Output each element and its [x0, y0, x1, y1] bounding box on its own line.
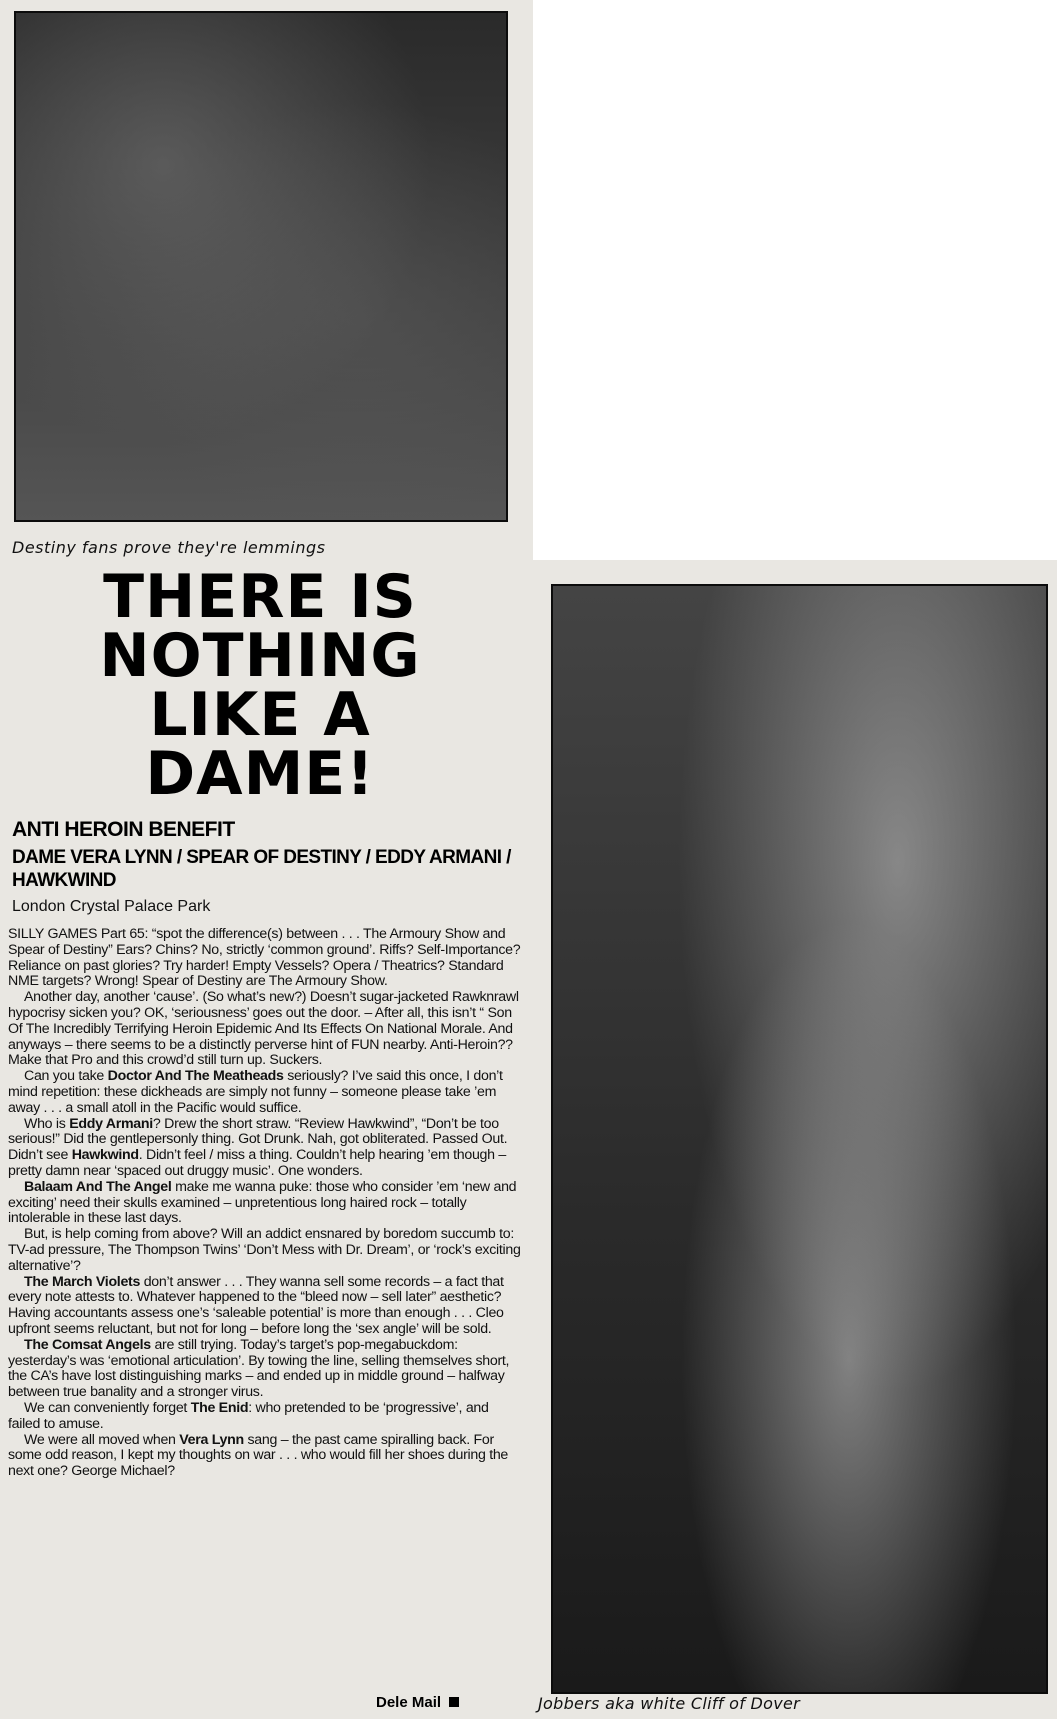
p9-rest: : who pretended to be ‘progressive’, and failed to amuse.: [8, 1399, 489, 1432]
p4-rest: . Didn’t feel / miss a thing. Couldn’t help hearing ’em though – pretty damn near ‘spaced out druggy music’. One wonders.: [8, 1147, 506, 1179]
byline: [376, 1694, 459, 1711]
crowd-photo: [14, 11, 508, 522]
byline-name: Dele Mail: [376, 1694, 442, 1711]
p4-lead: Who is: [24, 1115, 70, 1132]
p9-lead: We can conveniently forget: [24, 1399, 191, 1416]
p7-rest: don’t answer . . . They wanna sell some records – a fact that every note attests to. Whatever happened to the “bleed now – sell later” aesthetic? Having accountants assess one’s ‘saleable potential’ is more than enough . . . Cleo upfront seems reluctant, but not for long – before long the ‘sex angle’ will be sold.: [8, 1273, 504, 1337]
paragraph-4: [8, 1117, 523, 1180]
p10-lead: We were all moved when: [24, 1431, 180, 1448]
headline-line-4: DAME!: [145, 739, 375, 809]
band-name: The Comsat Angels: [24, 1336, 151, 1353]
band-name: Balaam And The Angel: [24, 1178, 172, 1195]
paragraph-10: [8, 1433, 523, 1480]
band-name: The Enid: [190, 1399, 249, 1416]
end-square-icon: [449, 1697, 459, 1707]
p4-mid: ? Drew the short straw. “Review Hawkwind”, “Don’t be too serious!” Did the gentlepersonly thing. Got Drunk. Nah, got obliterated. Passed Out. Didn’t see: [8, 1115, 508, 1164]
paragraph-9: [8, 1401, 523, 1433]
p3-rest: seriously? I’ve said this once, I don’t mind repetition: these dickheads are simply not funny – someone please take ’em away . . . a small atoll in the Pacific would suffice.: [8, 1068, 503, 1116]
band-name: The March Violets: [24, 1273, 141, 1290]
p5-rest: make me wanna puke: those who consider ’em ‘new and exciting’ need their skulls examined – unpretentious long haired rock – totally intolerable in these last days.: [8, 1178, 517, 1227]
band-name: Eddy Armani: [69, 1115, 153, 1132]
singer-photo: [551, 584, 1048, 1694]
singer-photo-caption: Jobbers aka white Cliff of Dover: [538, 1694, 801, 1713]
paragraph-2: Another day, another ‘cause’. (So what’s new?) Doesn’t sugar-jacketed Rawknrawl hypocrisy sicken you? OK, ‘seriousness’ goes out the door. – After all, this isn’t “ Son Of The Incredibly Terrifying Heroin Epidemic And Its Effects On National Morale. And anyways – there seems to be a distinctly perverse hint of FUN nearby. Anti-Heroin?? Make that Pro and this crowd’d still turn up. Suckers.: [8, 989, 519, 1069]
headline-line-2: NOTHING: [99, 621, 421, 691]
venue: London Crystal Palace Park: [12, 898, 211, 915]
lineup: DAME VERA LYNN / SPEAR OF DESTINY / EDDY ARMANI / HAWKWIND: [12, 847, 511, 891]
paragraph-1: SILLY GAMES Part 65: “spot the difference(s) between . . . The Armoury Show and Spear of Destiny” Ears? Chins? No, strictly ‘common ground’. Riffs? Self-Importance? Reliance on past glories? Try harder! Empty Vessels? Opera / Theatrics? Standard NME targets? Wrong! Spear of Destiny are The Armoury Show.: [8, 926, 521, 990]
kicker: ANTI HEROIN BENEFIT: [12, 818, 235, 841]
headline: [20, 562, 500, 809]
paragraph-7: [8, 1275, 523, 1338]
paragraph-6: But, is help coming from above? Will an addict ensnared by boredom succumb to: TV-ad pressure, The Thompson Twins’ ‘Don’t Mess with Dr. Dream’, or ‘rock’s exciting alternative’?: [8, 1226, 521, 1274]
p10-rest: sang – the past came spiralling back. For some odd reason, I kept my thoughts on war . . . who would fill her shoes during the next one? George Michael?: [8, 1431, 509, 1480]
band-name: Hawkwind: [71, 1147, 139, 1164]
article-body: [8, 927, 523, 1480]
headline-line-1: THERE IS: [103, 562, 417, 632]
p3-lead: Can you take: [24, 1068, 108, 1085]
paragraph-8: [8, 1338, 523, 1401]
headline-line-3: LIKE A: [149, 680, 371, 750]
crowd-photo-caption: Destiny fans prove they're lemmings: [12, 538, 326, 557]
paragraph-5: [8, 1180, 523, 1227]
band-name: Vera Lynn: [179, 1431, 244, 1448]
paragraph-3: [8, 1069, 523, 1116]
band-name: Doctor And The Meatheads: [107, 1068, 284, 1085]
p8-rest: are still trying. Today’s target’s pop-megabuckdom: yesterday’s was ‘emotional articulation’. By towing the line, selling themselves short, the CA’s have lost distinguishing marks – and ended up in middle ground – halfway between true banality and a stronger virus.: [8, 1336, 510, 1401]
